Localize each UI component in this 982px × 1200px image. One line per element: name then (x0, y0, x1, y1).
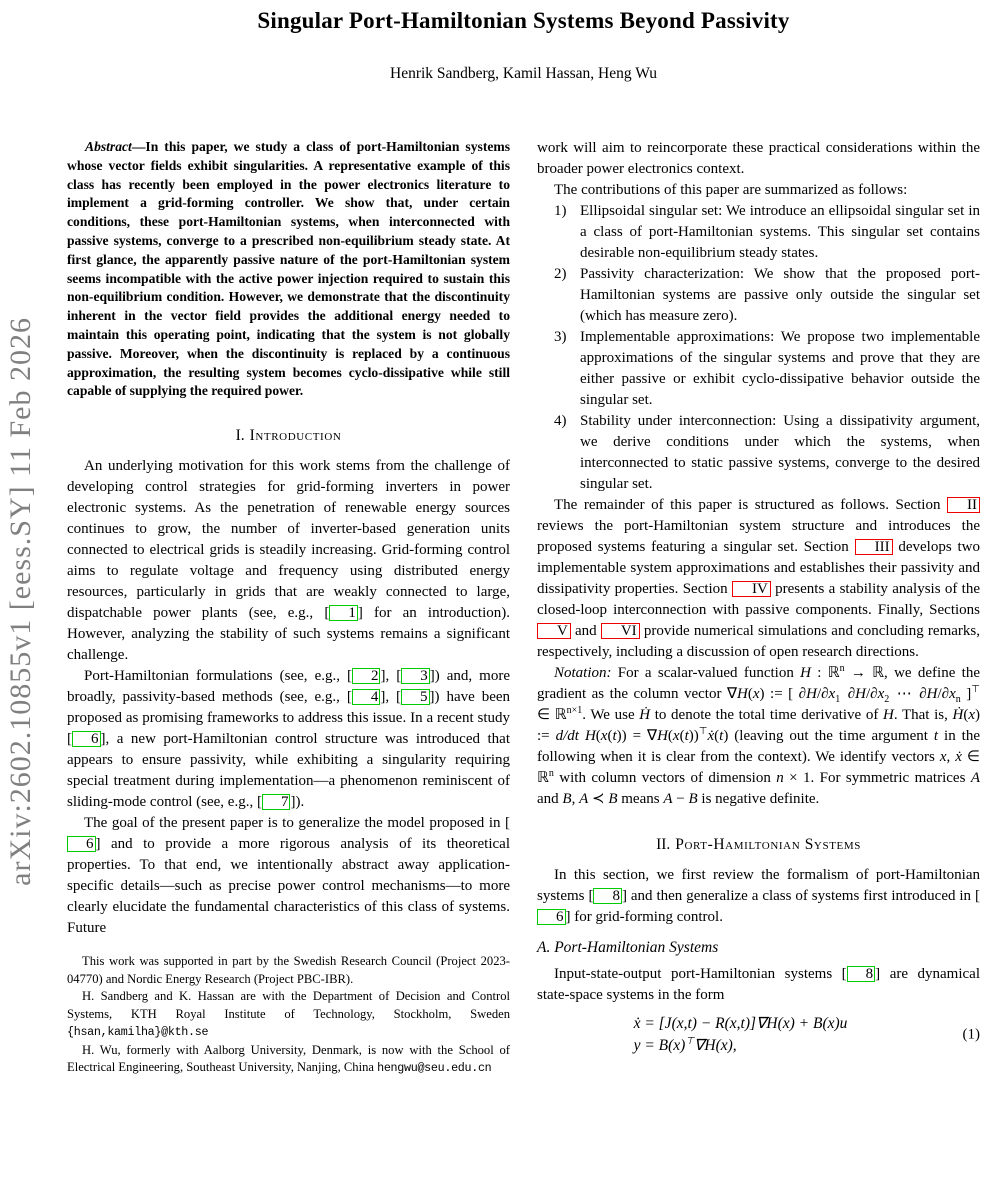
subscript: n (955, 694, 961, 705)
subscript: 2 (884, 694, 890, 705)
section-numeral: I. (235, 427, 245, 445)
italic-text: x (672, 728, 680, 744)
section-heading-introduction (67, 427, 510, 445)
paper-content (67, 0, 980, 1078)
superscript: ⊤ (971, 684, 980, 695)
equation-1 (537, 1013, 980, 1057)
italic-text: H (806, 686, 817, 702)
equation-lines (634, 1013, 848, 1057)
section-numeral: II. (656, 836, 671, 853)
subscript: 1 (835, 694, 841, 705)
citation-link[interactable]: 6 (537, 909, 566, 925)
footnote-funding: This work was supported in part by the Swedish Research Council (Project 2023-04770) and Nordic Energy Research (Project PBC-IBR). (67, 954, 510, 986)
section-link[interactable]: IV (732, 581, 771, 597)
italic-text: A (579, 791, 589, 807)
italic-text: t (612, 728, 617, 744)
superscript: ⊤ (698, 726, 708, 737)
email-text: {hsan,kamilha}@kth.se (67, 1025, 209, 1040)
section-title: Port-Hamiltonian Systems (675, 836, 861, 853)
list-item-number: 2) (554, 266, 567, 282)
footnote-author-wu: H. Wu, formerly with Aalborg University, Denmark, is now with the School of Electrical Engineering, Southeast University, Nanjing, China hengwu@seu.edu.cn (67, 1042, 510, 1076)
italic-text: A (970, 770, 980, 786)
superscript: ⊤ (685, 1035, 695, 1047)
citation-link[interactable]: 6 (72, 731, 101, 747)
footnote-authors-kth: H. Sandberg and K. Hassan are with the Department of Decision and Control Systems, KTH Royal Institute of Technology, Stockholm, Sweden {hsan,kamilha}@kth.se (67, 989, 510, 1040)
section-link[interactable]: V (537, 623, 571, 639)
italic-text: H (737, 686, 748, 702)
italic-text: x (949, 686, 956, 702)
arxiv-id-text: arXiv:2602.10855v1 [eess.SY] 11 Feb 2026 (4, 316, 37, 886)
section-heading-port-hamiltonian-systems (537, 836, 980, 854)
list-item-text: Ellipsoidal singular set: We introduce an ellipsoidal singular set in a class of port-Hamiltonian systems. This singular set contains desirable non-equilibrium steady states. (580, 203, 980, 261)
citation-link[interactable]: 2 (352, 668, 381, 684)
italic-text: t (684, 728, 689, 744)
superscript: n (839, 663, 845, 674)
citation-link[interactable]: 6 (67, 836, 96, 852)
list-item (537, 201, 980, 264)
citation-link[interactable]: 3 (401, 668, 430, 684)
left-column (67, 138, 510, 1078)
superscript: n×1 (566, 705, 583, 716)
italic-text: ẋ (955, 749, 962, 765)
abstract: Abstract—In this paper, we study a class of port-Hamiltonian systems whose vector fields exhibit singularities. A representative example of this class has recently been employed in the power electronics literature to implement a grid-forming controller. We show that, under certain conditions, these port-Hamiltonian systems, when interconnected with passive systems, converge to a prescribed non-equilibrium steady state. At first glance, the apparently passive nature of the port-Hamiltonian system seems incompatible with the active power injection required to sustain this non-equilibrium condition. However, we demonstrate that the discontinuity inherent in the vector field provides the additional energy needed to maintain this operating point, indicating that the system is not globally passive. Moreover, when the discontinuity is replaced by a continuous approximation, the resulting system becomes cyclo-dissipative while still capable of supplying the required power. (67, 139, 510, 399)
paragraph-intro-porthamiltonian: Port-Hamiltonian formulations (see, e.g., [ 2 ], [ 3 ]) and, more broadly, passivity-based methods (see, e.g., [ 4 ], [ 5 ]) have been proposed as promising frameworks to address this issue. In a recent study [ 6 ], a new port-Hamiltonian control structure was introduced that appears to ensure passivity, while exhibiting a singularity requiring special treatment during implementation—a phenomenon reminiscent of sliding-mode control (see, e.g., [ 7 ]). (67, 668, 511, 811)
contributions-list (537, 201, 980, 495)
italic-text: A (663, 791, 673, 807)
footnotes (67, 953, 510, 1078)
italic-text: x (968, 707, 975, 723)
list-item (537, 264, 980, 327)
section-link[interactable]: III (855, 539, 893, 555)
equation-number: (1) (962, 1026, 980, 1043)
citation-link[interactable]: 7 (262, 794, 291, 810)
right-column (537, 138, 980, 1078)
list-item-number: 4) (554, 413, 567, 429)
paragraph-paper-structure: The remainder of this paper is structured as follows. Section II reviews the port-Hamiltonian system structure and introduces the proposed systems featuring a singular set. Section III develops two implementable system approximations and establishes their passivity and dissipativity properties. Section IV presents a stability analysis of the closed-loop interconnection with passive components. Finally, Sections V and VI provide numerical simulations and concluding remarks, respectively, including a discussion of open research directions. (537, 497, 980, 660)
paragraph-input-state-output: Input-state-output port-Hamiltonian systems [ 8 ] are dynamical state-space systems in the form (537, 966, 980, 1003)
section-title: Introduction (249, 427, 342, 445)
italic-text: Abstract (85, 139, 132, 154)
equation-line-output: y = B(x)⊤∇H(x), (633, 1035, 737, 1054)
list-item (537, 327, 980, 411)
italic-text: x (600, 728, 608, 744)
paragraph-continuation: work will aim to reincorporate these practical considerations within the broader power electronics context. (537, 140, 980, 177)
italic-text: Notation: (554, 665, 612, 681)
citation-link[interactable]: 8 (593, 888, 622, 904)
italic-text: H (926, 686, 938, 702)
equation-line-state: ẋ = [J(x,t) − R(x,t)]∇H(x) + B(x)u (633, 1015, 848, 1032)
italic-text: H (855, 686, 866, 702)
paragraph-contributions-lead: The contributions of this paper are summarized as follows: (554, 182, 908, 198)
paragraph-intro-motivation: An underlying motivation for this work stems from the challenge of developing control strategies for grid-forming inverters in power electronic systems. As the penetration of renewable energy sources continues to grow, the number of inverter-based generation units connected to electrical grids is steadily increasing. Grid-forming control aims to regulate voltage and frequency using distributed energy resources, particularly in grids that are weakly connected to large, dispatchable power plants (see, e.g., [ 1 ] for an introduction). However, analyzing the stability of such systems remains a significant challenge. (67, 458, 511, 664)
section-link[interactable]: VI (601, 623, 640, 639)
italic-text: H (584, 728, 596, 744)
subsection-heading-a: A. Port-Hamiltonian Systems (537, 939, 719, 956)
italic-text: x (877, 686, 885, 702)
paragraph-notation: Notation: For a scalar-valued function H : ℝ$^n$ → ℝ, we define the gradient as the column vector ∇H(x) := [ $\partial H/\partial x_1$ $\partial H/\partial x_2$ ⋯ $\partial H/\partial x_n$ ]⊤ ∈ ℝ$^{n\times 1}$. We use Ḣ to denote the total time derivative of H. That is, Ḣ(x) := d/dt H(x(t)) = ∇H(x(t))⊤ẋ(t) (leaving out the time argument t in the following when it is clear from the context). We identify vectors x, ẋ ∈ ℝ$^n$ with column vectors of dimension n × 1. For symmetric matrices A and B, A ≺ B means A − B is negative definite. (537, 663, 980, 807)
list-item-text: Passivity characterization: We show that the proposed port-Hamiltonian systems are passive only outside the singular set (which has measure zero). (580, 266, 980, 324)
equation-body (537, 1013, 980, 1057)
italic-text: H (882, 707, 894, 723)
citation-link[interactable]: 8 (847, 966, 876, 982)
italic-text: H (800, 665, 811, 681)
citation-link[interactable]: 4 (352, 689, 381, 705)
list-item-text: Implementable approximations: We propose two implementable approximations of the singular systems and prove that they are either passive or exhibit cyclo-dissipative behavior outside the singular set. (580, 329, 980, 408)
citation-link[interactable]: 1 (329, 605, 358, 621)
two-column-layout (67, 138, 980, 1078)
superscript: n (548, 768, 554, 779)
italic-text: ẋ (707, 728, 715, 744)
author-line: Henrik Sandberg, Kamil Hassan, Heng Wu (390, 65, 657, 82)
email-text: hengwu@seu.edu.cn (377, 1061, 492, 1076)
italic-text: B (608, 791, 618, 807)
italic-text: B (688, 791, 698, 807)
list-item-text: Stability under interconnection: Using a dissipativity argument, we derive conditions under which the systems, when interconnected to static passive systems, converge to the desired singular set. (580, 413, 980, 492)
paper-title: Singular Port-Hamiltonian Systems Beyond Passivity (257, 8, 790, 33)
list-item (537, 411, 980, 495)
paragraph-section2-intro: In this section, we first review the formalism of port-Hamiltonian systems [ 8 ] and then generalize a class of systems first introduced in [6 ] for grid-forming control. (537, 867, 980, 925)
italic-text: n (776, 770, 784, 786)
italic-text: t (719, 728, 724, 744)
list-item-number: 1) (554, 203, 567, 219)
italic-text: t (933, 728, 939, 744)
arxiv-watermark (1, 210, 41, 992)
italic-text: Ḣ (952, 707, 964, 723)
italic-text: H (657, 728, 668, 744)
italic-text: x (939, 749, 947, 765)
italic-text: x (752, 686, 760, 702)
italic-text: d/dt (555, 728, 579, 744)
list-item-number: 3) (554, 329, 567, 345)
italic-text: x (828, 686, 836, 702)
citation-link[interactable]: 5 (401, 689, 430, 705)
section-link[interactable]: II (947, 497, 980, 513)
italic-text: B (562, 791, 572, 807)
paragraph-intro-goal: The goal of the present paper is to generalize the model proposed in [6 ] and to provide a more rigorous analysis of its theoretical properties. To that end, we intentionally abstract away application-specific details—such as precise power control mechanisms—to more clearly elucidate the fundamental characteristics of this class of systems. Future (67, 815, 510, 937)
italic-text: Ḣ (639, 707, 651, 723)
